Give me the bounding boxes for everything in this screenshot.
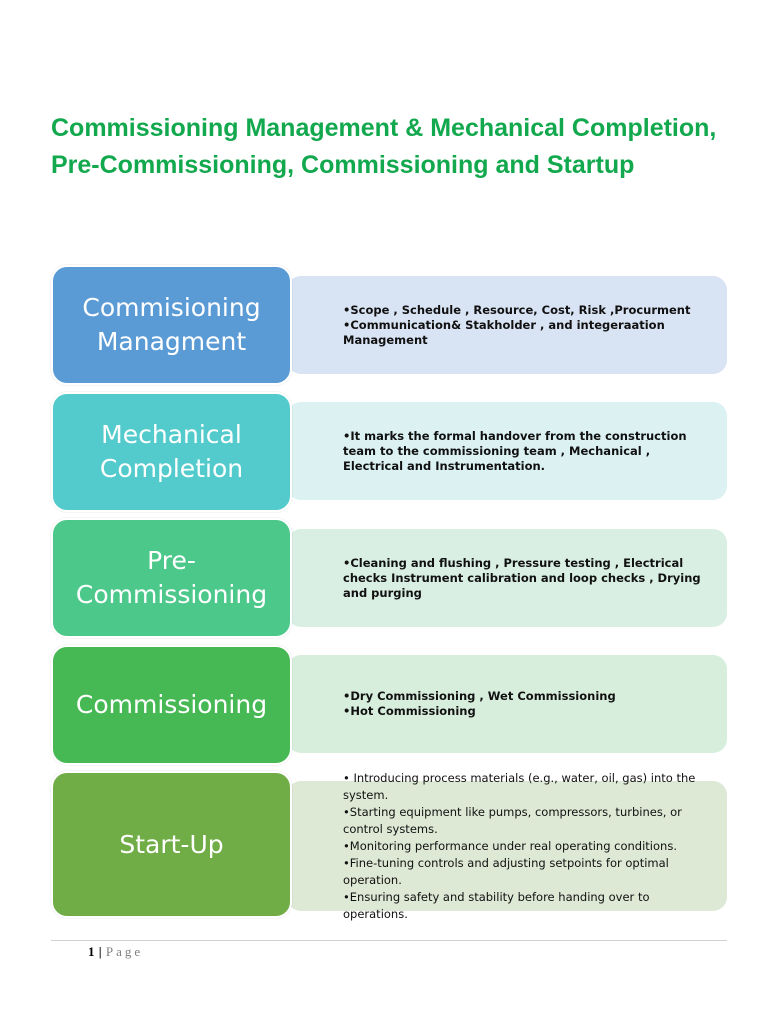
stage-label-box: [51, 518, 292, 638]
footer-divider: [51, 940, 727, 941]
stage-item-list: [343, 429, 707, 474]
stage-item-list: [343, 556, 707, 601]
stage-mechanical-completion: [51, 392, 727, 512]
page-footer: [88, 944, 143, 960]
stage-item: •Starting equipment like pumps, compressors, turbines, or control systems.: [343, 804, 682, 836]
stage-item: •Cleaning and flushing , Pressure testing , Electrical checks Instrument calibration and loop checks , Drying and purging: [343, 555, 701, 600]
stage-item: •Scope , Schedule , Resource, Cost, Risk ,Procurment: [343, 302, 691, 317]
stage-item: •Fine-tuning controls and adjusting setpoints for optimal operation.: [343, 855, 669, 887]
page-word: Page: [105, 944, 144, 959]
stage-item-list: [343, 770, 707, 923]
document-title: Commissioning Management & Mechanical Completion, Pre-Commissioning, Commissioning and Startup: [51, 114, 717, 179]
stage-item-list: [343, 303, 707, 348]
stage-details: [287, 529, 727, 627]
stage-label: Pre-Commissioning: [75, 546, 268, 609]
stage-item: •Communication& Stakholder , and integeraation Management: [343, 317, 665, 347]
footer-separator: |: [98, 944, 103, 959]
stage-label: Start-Up: [119, 829, 224, 859]
stage-item: •Dry Commissioning , Wet Commissioning: [343, 689, 616, 703]
stage-item-list: [343, 689, 707, 719]
stage-label: Mechanical Completion: [99, 420, 244, 483]
stage-label-box: [51, 392, 292, 512]
stage-details: [287, 402, 727, 500]
stage-label: Commissioning: [75, 690, 268, 719]
stage-commissioning: [51, 645, 727, 765]
stage-label: Commisioning Managment: [82, 293, 261, 356]
stage-start-up: [51, 770, 727, 921]
stage-commissioning-management: [51, 265, 727, 385]
stage-item: •Ensuring safety and stability before handing over to operations.: [343, 889, 650, 921]
stage-item: • Introducing process materials (e.g., water, oil, gas) into the system.: [343, 770, 696, 802]
stage-label-box: [51, 645, 292, 765]
stage-details: [287, 770, 727, 921]
stage-item: •Hot Commissioning: [343, 704, 476, 718]
stage-details: [287, 655, 727, 753]
stage-label-box: [51, 265, 292, 385]
stage-label-box: [51, 771, 292, 918]
page-number: 1: [88, 944, 95, 959]
stage-pre-commissioning: [51, 518, 727, 638]
stage-item: •It marks the formal handover from the construction team to the commissioning team , Mechanical , Electrical and Instrumentation.: [343, 428, 687, 473]
stage-item: •Monitoring performance under real operating conditions.: [343, 838, 677, 853]
stage-details: [287, 276, 727, 374]
